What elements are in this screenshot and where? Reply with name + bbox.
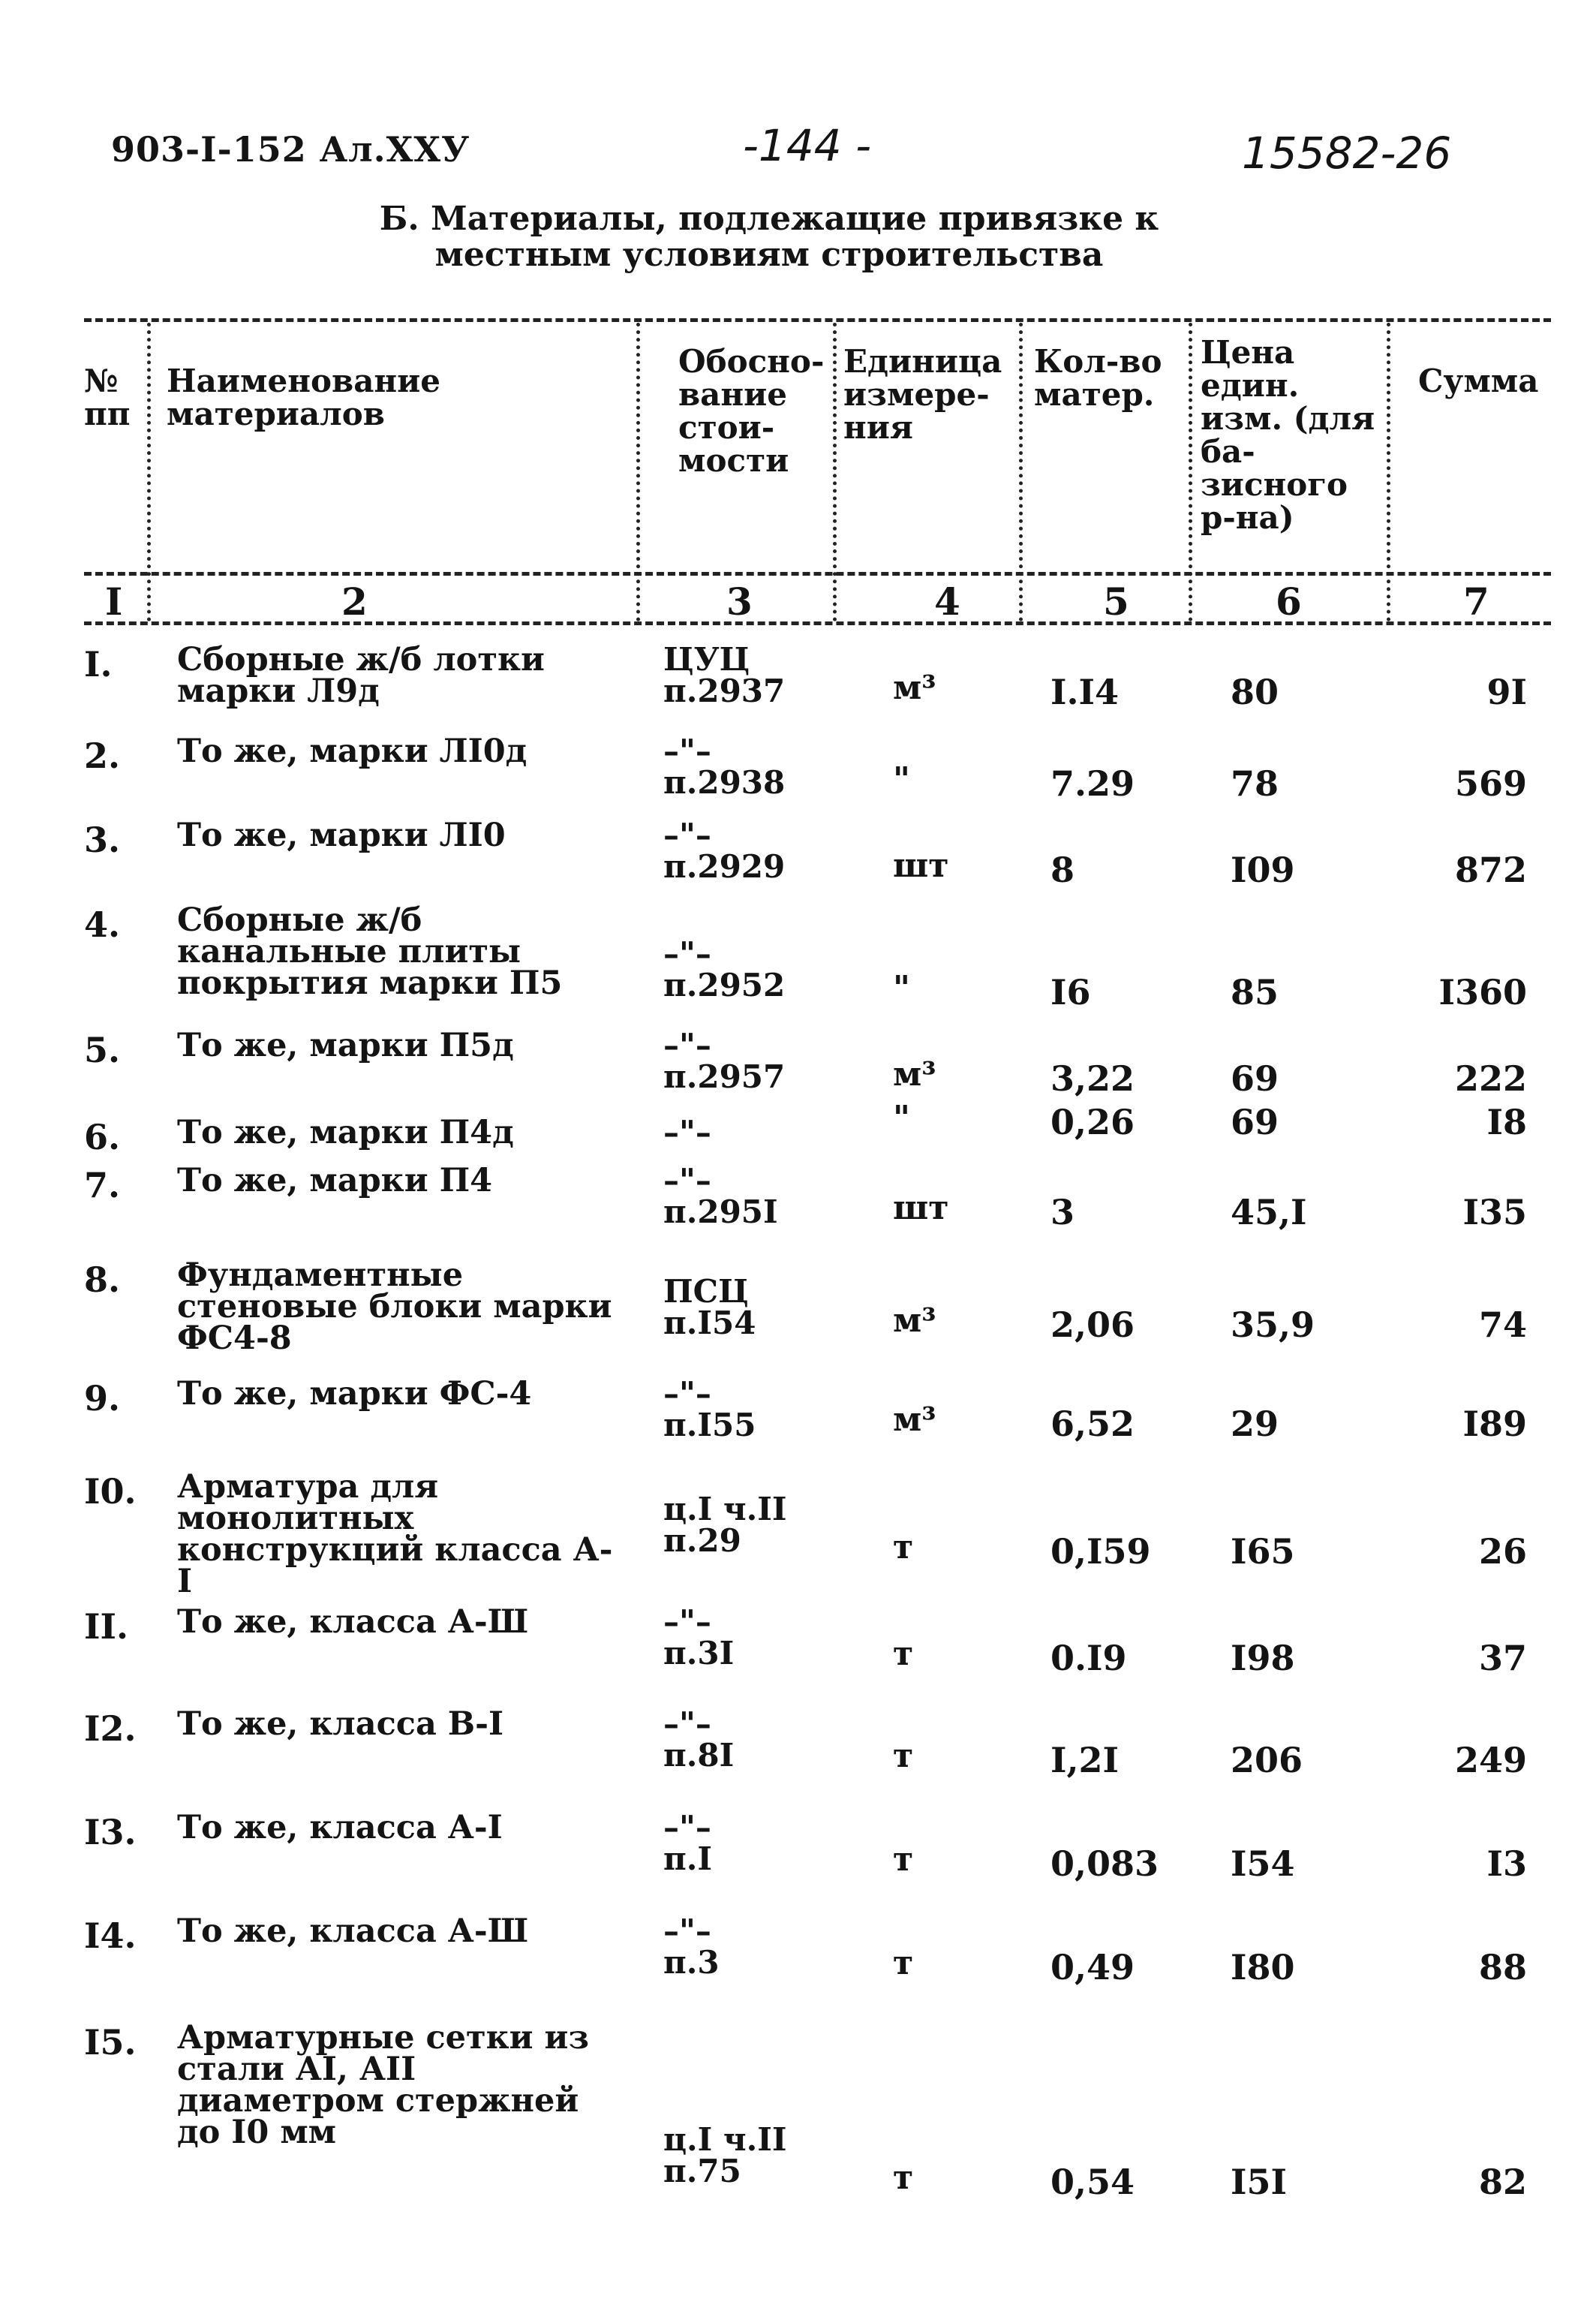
cost-basis: –"– [663, 1114, 711, 1151]
unit-of-measure: м³ [893, 1301, 936, 1340]
material-quantity: 0.I9 [1050, 1638, 1127, 1678]
unit-of-measure: " [893, 1099, 910, 1137]
unit-of-measure: т [893, 1635, 914, 1673]
cost-basis: –"– п.3I [663, 1603, 735, 1672]
unit-price: 45,I [1231, 1192, 1307, 1232]
unit-price: I80 [1231, 1947, 1295, 1988]
row-number: I0. [84, 1471, 137, 1512]
unit-price: 35,9 [1231, 1304, 1315, 1345]
row-number: I4. [84, 1915, 137, 1956]
unit-of-measure: " [893, 969, 910, 1007]
colnum-4: 4 [934, 579, 960, 624]
unit-of-measure: т [893, 1840, 914, 1879]
unit-of-measure: шт [893, 847, 949, 885]
col-separator-4 [1019, 323, 1023, 621]
row-number: 8. [84, 1259, 121, 1300]
row-sum: 82 [1478, 2162, 1527, 2202]
colnum-5: 5 [1103, 579, 1129, 624]
row-number: 6. [84, 1117, 121, 1157]
cost-basis: –"– п.3 [663, 1912, 720, 1981]
material-name: Арматура для монолитных конструкций класса А-I [177, 1468, 613, 1600]
unit-price: 80 [1231, 672, 1279, 712]
section-title-line1: Б. Материалы, подлежащие привязке к [379, 200, 1159, 238]
unit-of-measure: шт [893, 1189, 949, 1227]
material-name: То же, марки П4 [177, 1162, 493, 1199]
row-sum: I8 [1486, 1102, 1527, 1142]
material-quantity: 3,22 [1050, 1058, 1135, 1099]
material-name: То же, марки ФС-4 [177, 1375, 532, 1413]
material-name: Фундаментные стеновые блоки марки ФС4-8 [177, 1256, 612, 1357]
row-sum: 872 [1454, 850, 1527, 890]
colnum-7: 7 [1463, 579, 1489, 624]
material-name: То же, марки П5д [177, 1027, 514, 1064]
material-name: То же, марки ЛI0д [177, 733, 527, 770]
colnum-1: I [105, 579, 123, 624]
unit-price: I54 [1231, 1843, 1295, 1884]
cost-basis: –"– п.2952 [663, 935, 786, 1004]
unit-price: 85 [1231, 972, 1279, 1013]
unit-of-measure: м³ [893, 1055, 936, 1094]
material-name: То же, марки П4д [177, 1114, 514, 1151]
col-separator-6 [1387, 323, 1390, 621]
row-number: 3. [84, 820, 121, 860]
colnum-3: 3 [726, 579, 753, 624]
material-quantity: 3 [1050, 1192, 1075, 1232]
material-name: То же, класса А-Ш [177, 1912, 529, 1950]
unit-of-measure: м³ [893, 669, 936, 707]
unit-price: I98 [1231, 1638, 1295, 1678]
page-number: -144 - [743, 120, 871, 171]
row-sum: 74 [1478, 1304, 1527, 1345]
section-title-line2: местным условиям строительства [434, 236, 1104, 274]
row-sum: 88 [1478, 1947, 1527, 1988]
row-number: I2. [84, 1708, 137, 1749]
material-name: Арматурные сетки из стали АI, АII диаметром стержней до I0 мм [177, 2019, 589, 2151]
cost-basis: –"– п.2938 [663, 733, 786, 801]
material-quantity: I.I4 [1050, 672, 1120, 712]
row-number: 7. [84, 1165, 121, 1205]
unit-of-measure: м³ [893, 1401, 936, 1439]
header-unit: Единица измере- ния [843, 343, 1002, 446]
row-number: I. [84, 644, 113, 685]
table-top-rule [84, 318, 1551, 322]
material-quantity: 2,06 [1050, 1304, 1135, 1345]
cost-basis: ЦУЦ п.2937 [663, 641, 786, 709]
cost-basis: –"– п.8I [663, 1705, 735, 1774]
row-sum: I35 [1462, 1192, 1527, 1232]
unit-price: 29 [1231, 1404, 1279, 1444]
row-number: I3. [84, 1812, 137, 1852]
material-name: То же, класса В-I [177, 1705, 504, 1743]
col-separator-3 [833, 323, 837, 621]
header-sum: Сумма [1418, 363, 1539, 399]
unit-of-measure: т [893, 1737, 914, 1775]
row-sum: 37 [1478, 1638, 1527, 1678]
cost-basis: –"– п.295I [663, 1162, 778, 1230]
cost-basis: ц.I ч.II п.75 [663, 2121, 787, 2189]
unit-price: 206 [1231, 1740, 1303, 1780]
row-sum: I3 [1486, 1843, 1527, 1884]
row-sum: 569 [1454, 763, 1527, 804]
material-quantity: 0,083 [1050, 1843, 1159, 1884]
row-number: 9. [84, 1378, 121, 1419]
colnum-6: 6 [1276, 579, 1302, 624]
material-quantity: 0,26 [1050, 1102, 1135, 1142]
material-quantity: 6,52 [1050, 1404, 1135, 1444]
document-code: 903-I-152 Ал.XXУ [111, 129, 470, 170]
header-quantity: Кол-во матер. [1034, 343, 1162, 413]
row-number: I5. [84, 2022, 137, 2063]
material-quantity: 0,49 [1050, 1947, 1135, 1988]
row-sum: 249 [1454, 1740, 1527, 1780]
cost-basis: ПСЦ п.I54 [663, 1273, 756, 1341]
row-sum: 222 [1454, 1058, 1527, 1099]
material-name: Сборные ж/б лотки марки Л9д [177, 641, 545, 710]
material-quantity: I,2I [1050, 1740, 1120, 1780]
cost-basis: ц.I ч.II п.29 [663, 1491, 787, 1559]
material-name: То же, марки ЛI0 [177, 817, 506, 854]
section-title [375, 201, 1163, 273]
unit-of-measure: т [893, 1528, 914, 1566]
material-name: То же, класса А-Ш [177, 1603, 529, 1641]
header-basis: Обосно- вание стои- мости [678, 343, 825, 479]
row-number: 2. [84, 736, 121, 776]
sheet-code: 15582-26 [1242, 128, 1452, 179]
material-name: То же, класса А-I [177, 1809, 503, 1846]
unit-price: 69 [1231, 1102, 1279, 1142]
material-quantity: 0,I59 [1050, 1531, 1151, 1572]
unit-price: I09 [1231, 850, 1295, 890]
cost-basis: –"– п.2929 [663, 817, 786, 885]
row-number: 4. [84, 904, 121, 945]
unit-of-measure: т [893, 1944, 914, 1982]
row-sum: I89 [1462, 1404, 1527, 1444]
material-quantity: I6 [1050, 972, 1091, 1013]
material-name: Сборные ж/б канальные плиты покрытия марки П5 [177, 901, 563, 1002]
row-number: 5. [84, 1030, 121, 1070]
column-numbers-rule [84, 621, 1551, 625]
col-separator-5 [1189, 323, 1192, 621]
header-no: № пп [84, 363, 131, 432]
row-sum: I360 [1438, 972, 1527, 1013]
material-quantity: 8 [1050, 850, 1075, 890]
colnum-2: 2 [341, 579, 368, 624]
material-quantity: 0,54 [1050, 2162, 1135, 2202]
header-price: Цена един. изм. (для ба- зисного р-на) [1201, 334, 1375, 536]
header-name: Наименование материалов [167, 363, 441, 432]
col-separator-2 [636, 323, 640, 621]
unit-of-measure: " [893, 760, 910, 799]
unit-price: 78 [1231, 763, 1279, 804]
row-number: II. [84, 1606, 129, 1647]
col-separator-1 [147, 323, 151, 621]
cost-basis: –"– п.I55 [663, 1375, 756, 1443]
cost-basis: –"– п.I [663, 1809, 713, 1877]
row-sum: 26 [1478, 1531, 1527, 1572]
unit-price: I65 [1231, 1531, 1295, 1572]
unit-price: I5I [1231, 2162, 1288, 2202]
cost-basis: –"– п.2957 [663, 1027, 786, 1095]
unit-price: 69 [1231, 1058, 1279, 1099]
header-bottom-rule [84, 572, 1551, 576]
material-quantity: 7.29 [1050, 763, 1135, 804]
row-sum: 9I [1486, 672, 1527, 712]
unit-of-measure: т [893, 2159, 914, 2197]
